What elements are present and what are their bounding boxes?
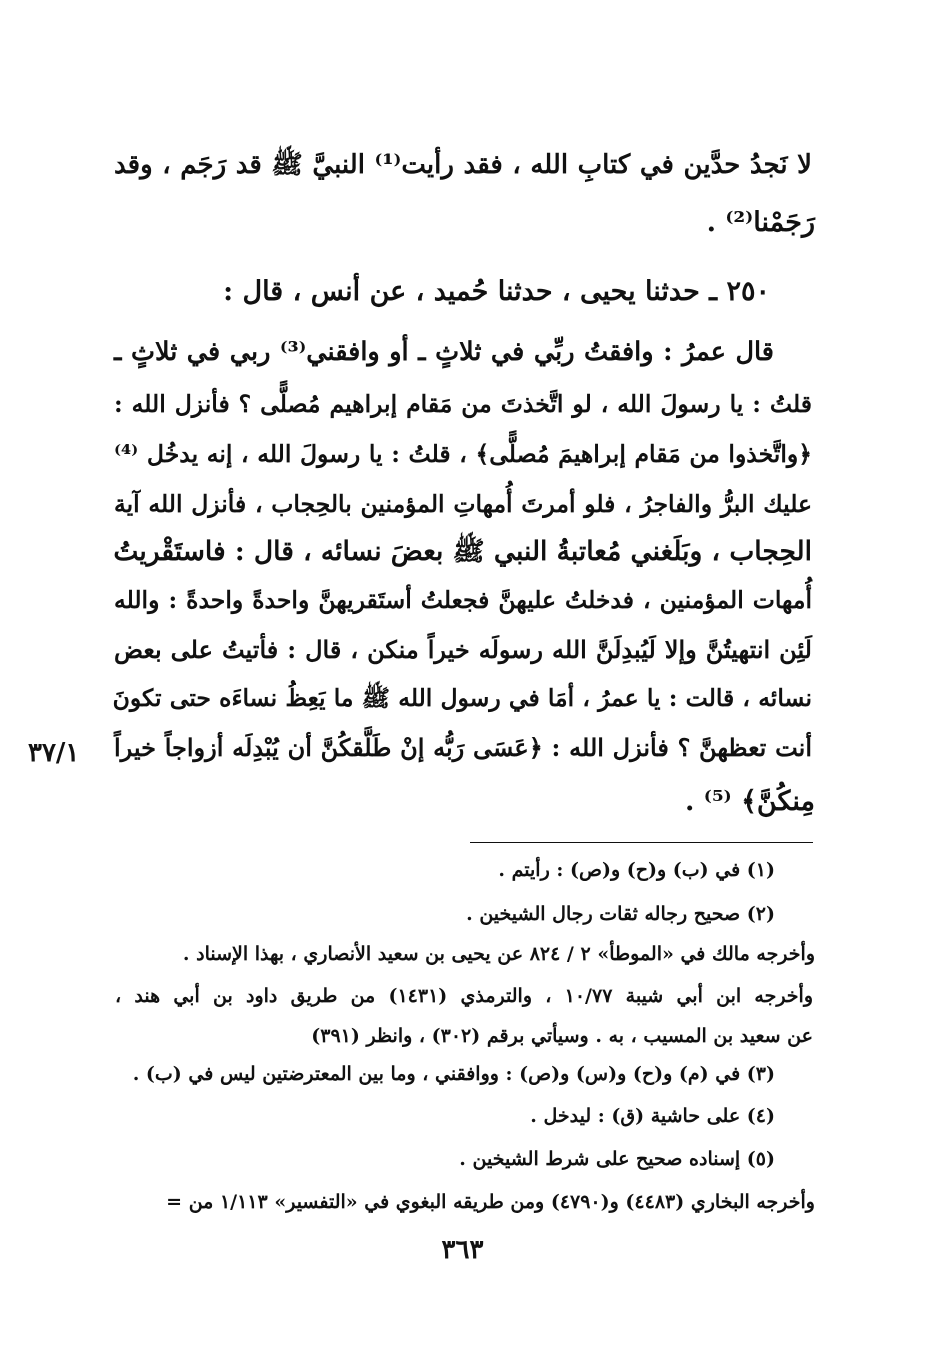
hadith-heading: ٢٥٠ ـ حدثنا يحيى ، حدثنا حُميد ، عن أنس ، قال :	[223, 276, 770, 307]
main-text-line-10: لَئِن انتهيتُنَّ وإلا لَيُبدِلَنَّ الله رسولَه خيراً منكن ، قال : فأتيتُ على بعض	[114, 635, 812, 664]
main-text-line-4: قال عمرُ : وافقتُ ربِّي في ثلاثٍ ـ أو وافقني⁽³⁾ ربي في ثلاثٍ ـ	[114, 337, 774, 367]
main-text-line-13: مِنكُنَّ﴾ ⁽⁵⁾ .	[684, 786, 815, 817]
main-text-line-7: عليك البرُّ والفاجرُ ، فلو أمرتَ أُمهاتِ المؤمنين بالحِجاب ، فأنزل الله آية	[114, 490, 812, 518]
main-text-line-5: قلتُ : يا رسولَ الله ، لو اتَّخذتَ من مَقام إبراهيم مُصلًّى ؟ فأنزل الله :	[114, 390, 812, 418]
margin-reference: ٣٧/١	[28, 738, 80, 768]
footnote-line-7: (٤) على حاشية (ق) : ليدخل .	[530, 1105, 775, 1127]
footnote-line-2: (٢) صحيح رجاله ثقات رجال الشيخين .	[466, 903, 775, 925]
main-text-line-9: أُمهات المؤمنين ، فدخلتُ عليهنَّ فجعلتُ أستَقريهنَّ واحدةً واحدةً : والله	[114, 586, 812, 614]
footnote-line-1: (١) في (ب) و(ح) و(ص) : رأيتم .	[498, 859, 775, 881]
main-text-line-12: أنت تعظهنَّ ؟ فأنزل الله : ﴿عَسَى رَبُّه إنْ طَلَّقكُنَّ أن يُبْدِلَه أزواجاً خيراً	[114, 733, 812, 762]
footnote-line-3: وأخرجه مالك في «الموطأ» ٢ / ٨٢٤ عن يحيى بن سعيد الأنصاري ، بهذا الإسناد .	[182, 943, 815, 965]
page-number: ٣٦٣	[441, 1235, 484, 1265]
footnote-line-9: وأخرجه البخاري (٤٤٨٣) و(٤٧٩٠) ومن طريقه البغوي في «التفسير» ١/١١٣ من =	[166, 1191, 815, 1213]
footnote-line-4: وأخرجه ابن أبي شيبة ١٠/٧٧ ، والترمذي (١٤٣١) من طريق داود بن أبي هند ،	[115, 985, 813, 1007]
footnote-line-6: (٣) في (م) و(ح) و(س) و(ص) : ووافقني ، وما بين المعترضتين ليس في (ب) .	[132, 1063, 775, 1085]
main-text-line-2: رَجَمْنا⁽²⁾ .	[706, 207, 815, 238]
footnote-line-8: (٥) إسناده صحيح على شرط الشيخين .	[459, 1148, 775, 1170]
main-text-line-6: ﴿واتَّخذوا من مَقام إبراهيمَ مُصلًّى﴾ ، قلتُ : يا رسولَ الله ، إنه يدخُل ⁽⁴⁾	[114, 440, 812, 468]
main-text-line-1: لا نَجدُ حدَّين في كتابِ الله ، فقد رأيت⁽¹⁾ النبيَّ ﷺ قد رَجَم ، وقد	[114, 150, 812, 180]
footnote-divider	[470, 842, 813, 843]
main-text-line-8: الحِجاب ، وبَلَغني مُعاتبةُ النبي ﷺ بعضَ نسائه ، قال : فاستَقْريتُ	[113, 536, 812, 567]
main-text-line-11: نسائه ، قالت : يا عمرُ ، أمَا في رسول الله ﷺ ما يَعِظُ نساءَه حتى تكونَ	[112, 684, 812, 712]
footnote-line-5: عن سعيد بن المسيب ، به . وسيأتي برقم (٣٠٢) ، وانظر (٣٩١)	[311, 1025, 813, 1047]
